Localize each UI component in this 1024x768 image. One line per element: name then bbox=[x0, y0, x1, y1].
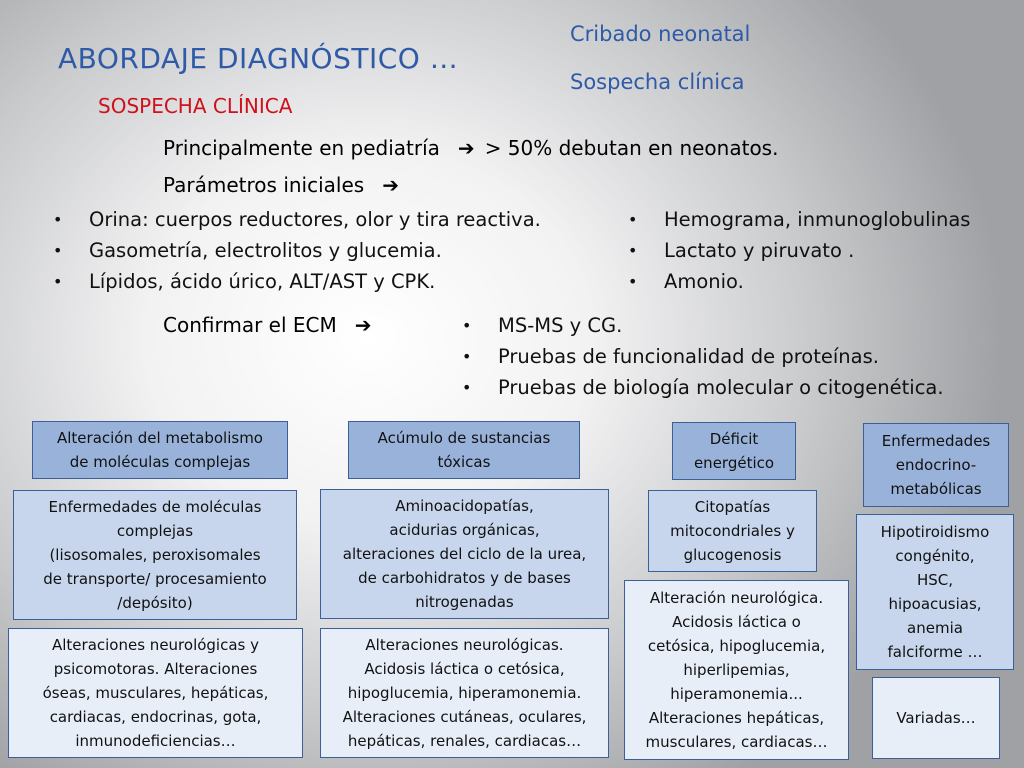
list-item: • MS-MS y CG. bbox=[462, 310, 944, 341]
list-item: • Lactato y piruvato . bbox=[628, 235, 970, 266]
arrow-icon: ➔ bbox=[382, 173, 399, 197]
label-cribado-neonatal: Cribado neonatal bbox=[570, 22, 751, 46]
list-item: • Amonio. bbox=[628, 266, 970, 297]
pediatria-label: Principalmente en pediatría bbox=[163, 136, 440, 160]
arrow-icon: ➔ bbox=[457, 136, 475, 160]
list-item: • Gasometría, electrolitos y glucemia. bbox=[53, 235, 541, 266]
slide-title: ABORDAJE DIAGNÓSTICO … bbox=[58, 42, 459, 75]
pediatria-text: > 50% debutan en neonatos. bbox=[484, 136, 779, 160]
category-box: Enfermedades endocrino- metabólicas bbox=[863, 423, 1009, 507]
disease-box: Citopatías mitocondriales y glucogenosis bbox=[648, 490, 817, 572]
category-box: Alteración del metabolismo de moléculas complejas bbox=[32, 421, 288, 479]
parametros-label: Parámetros iniciales bbox=[163, 173, 365, 197]
confirmar-label: Confirmar el ECM bbox=[163, 313, 337, 337]
category-box: Acúmulo de sustancias tóxicas bbox=[348, 421, 580, 479]
arrow-icon: ➔ bbox=[354, 313, 372, 337]
line-parametros bbox=[163, 173, 409, 197]
disease-box: Aminoacidopatías, acidurias orgánicas, alteraciones del ciclo de la urea, de carbohidratos y de bases nitrogenadas bbox=[320, 489, 609, 619]
label-sospecha-clinica: Sospecha clínica bbox=[570, 70, 745, 94]
findings-box: Variadas… bbox=[872, 677, 1000, 759]
line-confirmar bbox=[163, 313, 382, 337]
category-box: Déficit energético bbox=[672, 422, 796, 480]
disease-box: Enfermedades de moléculas complejas (lisosomales, peroxisomales de transporte/ procesamiento /depósito) bbox=[13, 490, 297, 620]
list-item: • Orina: cuerpos reductores, olor y tira reactiva. bbox=[53, 204, 541, 235]
list-item: • Lípidos, ácido úrico, ALT/AST y CPK. bbox=[53, 266, 541, 297]
findings-box: Alteraciones neurológicas. Acidosis láctica o cetósica, hipoglucemia, hiperamonemia. Alteraciones cutáneas, oculares, hepáticas, renales, cardiacas… bbox=[320, 628, 609, 758]
confirm-list bbox=[462, 310, 944, 403]
list-item: • Pruebas de funcionalidad de proteínas. bbox=[462, 341, 944, 372]
list-item: • Pruebas de biología molecular o citogenética. bbox=[462, 372, 944, 403]
list-item: • Hemograma, inmunoglobulinas bbox=[628, 204, 970, 235]
initial-parameters-list-right bbox=[628, 204, 970, 297]
slide-subtitle: SOSPECHA CLÍNICA bbox=[98, 94, 293, 118]
line-pediatria bbox=[163, 136, 778, 160]
findings-box: Alteraciones neurológicas y psicomotoras. Alteraciones óseas, musculares, hepáticas, cardiacas, endocrinas, gota, inmunodeficiencias… bbox=[8, 628, 303, 758]
initial-parameters-list-left bbox=[53, 204, 541, 297]
findings-box: Alteración neurológica. Acidosis láctica o cetósica, hipoglucemia, hiperlipemias, hiperamonemia... Alteraciones hepáticas, musculares, cardiacas… bbox=[624, 580, 849, 760]
disease-box: Hipotiroidismo congénito, HSC, hipoacusias, anemia falciforme … bbox=[856, 514, 1014, 670]
